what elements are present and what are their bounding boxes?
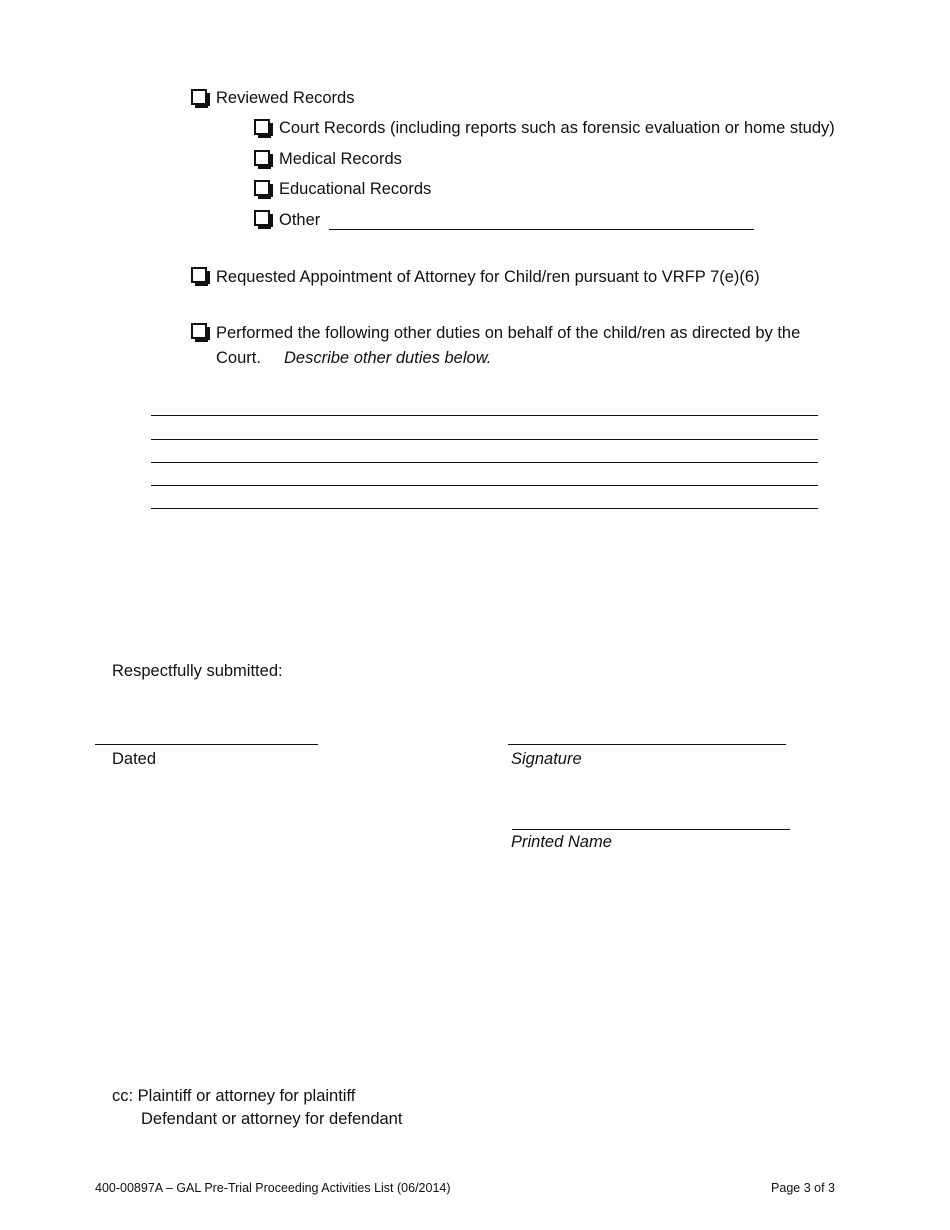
reviewed-records-checkbox[interactable]: [191, 89, 207, 105]
court-records-label: Court Records (including reports such as forensic evaluation or home study): [279, 119, 835, 137]
attorney-appointment-label: Requested Appointment of Attorney for Child/ren pursuant to VRFP 7(e)(6): [216, 268, 760, 286]
printed-name-line[interactable]: [512, 829, 790, 830]
printed-name-label: Printed Name: [511, 833, 612, 851]
court-records-checkbox[interactable]: [254, 119, 270, 135]
signature-line[interactable]: [508, 744, 786, 745]
reviewed-records-label: Reviewed Records: [216, 89, 355, 107]
page-number: Page 3 of 3: [771, 1181, 835, 1195]
other-duties-label-line1: Performed the following other duties on behalf of the child/ren as directed by the: [216, 324, 801, 342]
educational-records-label: Educational Records: [279, 180, 432, 198]
cc-defendant: Defendant or attorney for defendant: [141, 1110, 403, 1128]
other-duties-checkbox[interactable]: [191, 323, 207, 339]
dated-label: Dated: [112, 750, 157, 768]
dated-line[interactable]: [95, 744, 318, 745]
other-records-label: Other: [279, 211, 321, 229]
description-line[interactable]: [151, 439, 818, 440]
educational-records-checkbox[interactable]: [254, 180, 270, 196]
form-id: 400-00897A – GAL Pre-Trial Proceeding Activities List (06/2014): [95, 1181, 451, 1195]
medical-records-label: Medical Records: [279, 150, 402, 168]
medical-records-checkbox[interactable]: [254, 150, 270, 166]
attorney-appointment-checkbox[interactable]: [191, 267, 207, 283]
signature-label: Signature: [511, 750, 582, 768]
other-duties-hint: Describe other duties below.: [284, 349, 492, 367]
other-duties-label-line2: Court.: [216, 349, 261, 367]
cc-plaintiff: cc: Plaintiff or attorney for plaintiff: [112, 1087, 356, 1105]
other-records-blank[interactable]: [329, 229, 754, 230]
description-line[interactable]: [151, 485, 818, 486]
description-line[interactable]: [151, 508, 818, 509]
description-line[interactable]: [151, 415, 818, 416]
description-line[interactable]: [151, 462, 818, 463]
other-records-checkbox[interactable]: [254, 210, 270, 226]
respectfully-submitted: Respectfully submitted:: [112, 662, 283, 680]
